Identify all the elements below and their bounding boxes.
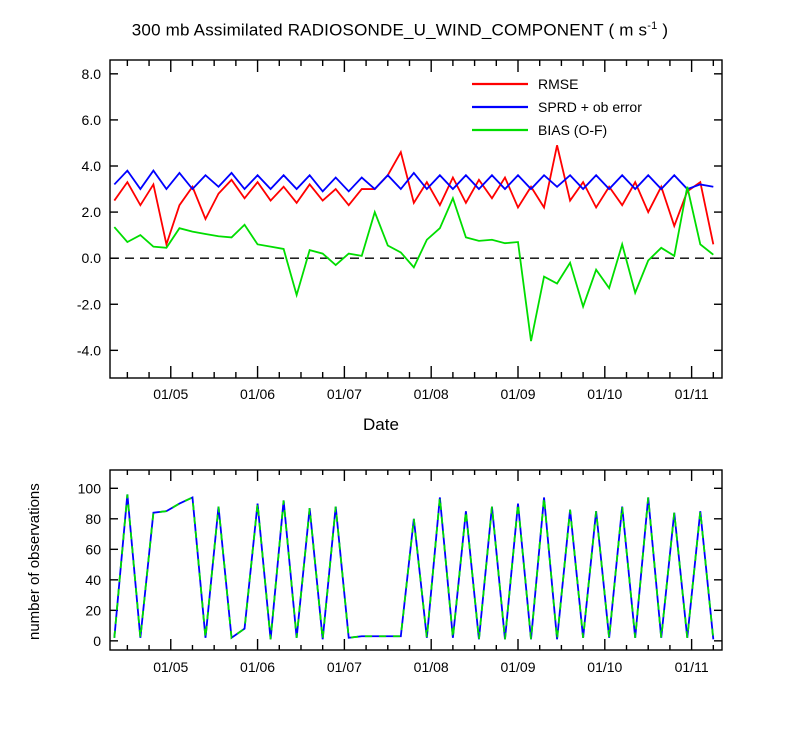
series-line-sprd-ob-error [114, 171, 713, 192]
y-tick-label: 60 [85, 541, 101, 558]
title-close-text: ) [657, 20, 669, 40]
legend-label-1: SPRD + ob error [538, 99, 642, 115]
y-tick-label: 100 [77, 480, 101, 497]
series-line-rmse [114, 145, 713, 244]
series-line-bias-o-f- [114, 187, 713, 341]
x-tick-label: 01/09 [500, 659, 536, 675]
top-chart-x-axis-label: Date [363, 415, 399, 434]
y-tick-label: 2.0 [81, 204, 101, 221]
y-tick-label: -4.0 [76, 342, 101, 359]
x-tick-label: 01/08 [413, 659, 449, 675]
y-tick-label: 0.0 [81, 250, 101, 267]
x-tick-label: 01/08 [413, 386, 449, 402]
title-superscript: -1 [647, 20, 658, 32]
x-tick-label: 01/05 [153, 659, 189, 675]
legend-label-2: BIAS (O-F) [538, 122, 608, 138]
y-tick-label: 40 [85, 571, 101, 588]
bottom-chart-y-axis-label: number of observations [26, 483, 43, 640]
title-main-text: 300 mb Assimilated RADIOSONDE_U_WIND_COMPONENT ( m s [131, 20, 648, 40]
x-tick-label: 01/07 [326, 659, 362, 675]
y-tick-label: -2.0 [76, 296, 101, 313]
plot-frame-1 [110, 470, 722, 650]
x-tick-label: 01/06 [240, 386, 276, 402]
x-tick-label: 01/10 [587, 659, 623, 675]
x-tick-label: 01/09 [500, 386, 536, 402]
x-tick-label: 01/11 [674, 386, 709, 402]
y-tick-label: 0 [93, 632, 101, 649]
y-tick-label: 6.0 [81, 111, 101, 128]
x-tick-label: 01/05 [153, 386, 189, 402]
legend-label-0: RMSE [538, 76, 579, 92]
y-tick-label: 80 [85, 510, 101, 527]
x-tick-label: 01/11 [674, 659, 709, 675]
x-tick-label: 01/06 [240, 659, 276, 675]
x-tick-label: 01/07 [326, 386, 362, 402]
y-tick-label: 4.0 [81, 158, 101, 174]
x-tick-label: 01/10 [587, 386, 623, 402]
y-tick-label: 8.0 [81, 65, 101, 82]
y-tick-label: 20 [85, 602, 101, 619]
